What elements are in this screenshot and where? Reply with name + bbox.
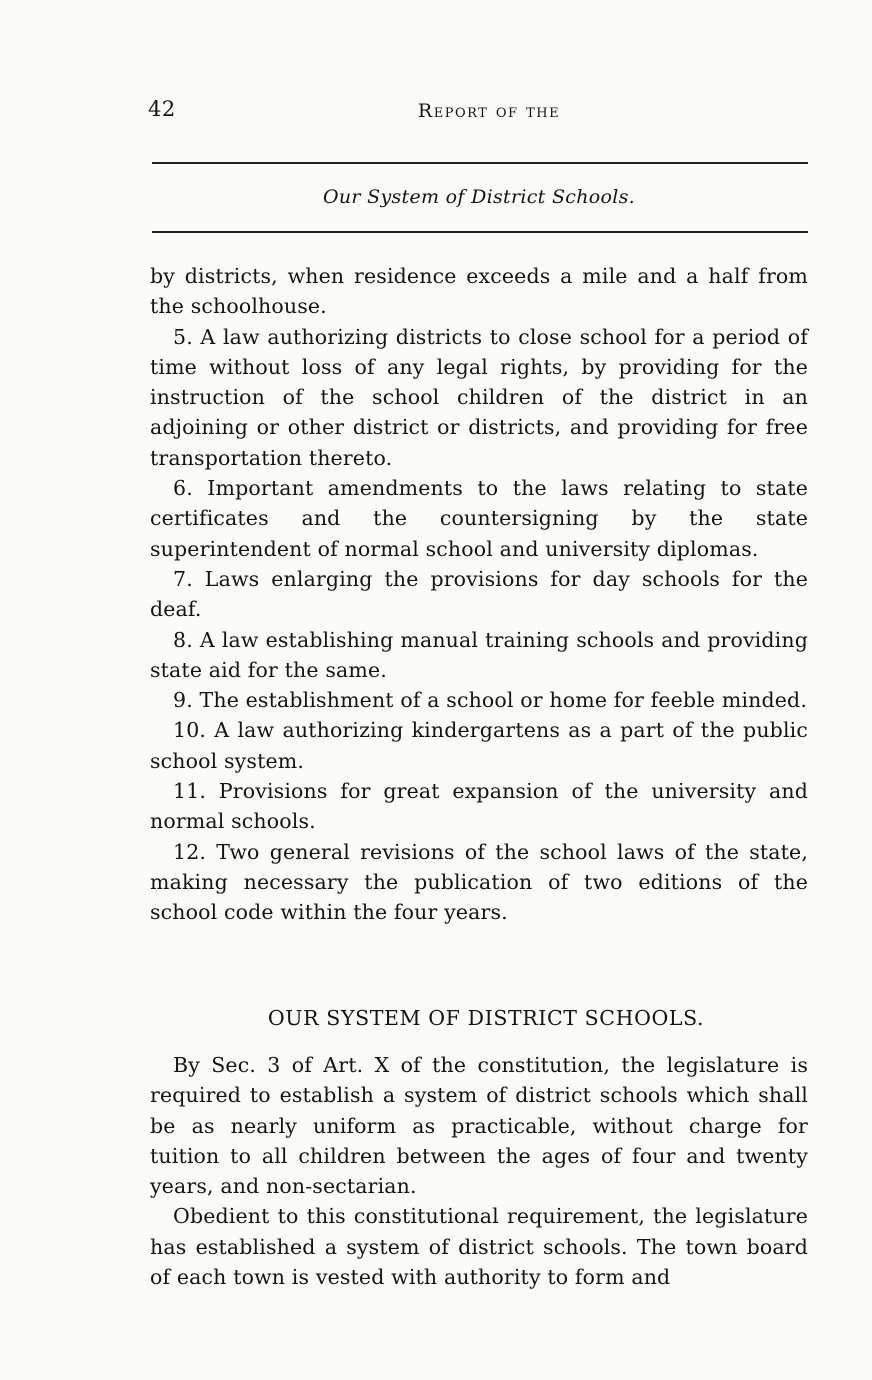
header-rule-top xyxy=(152,162,808,164)
paragraph-constitution: By Sec. 3 of Art. X of the constitution, the legislature is required to establish a system of district schools which shall be as nearly uniform as practicable, without charge for tuition to all children between the ages of four and twenty years, and non-sectarian. xyxy=(150,1053,808,1199)
list-item-7: 7. Laws enlarging the provisions for day schools for the deaf. xyxy=(150,566,808,622)
list-item-9: 9. The establishment of a school or home for feeble minded. xyxy=(173,688,807,713)
list-item-10: 10. A law authorizing kindergartens as a part of the public school system. xyxy=(150,718,808,773)
section-subtitle: Our System of District Schools. xyxy=(323,186,635,208)
list-item-6: 6. Important amendments to the laws relating to state certificates and the countersigning by the state superintendent of normal school and university diplomas. xyxy=(150,476,808,561)
list-item-8: 8. A law establishing manual training schools and providing state aid for the same. xyxy=(150,627,808,682)
page-header xyxy=(150,96,808,126)
section-heading: OUR SYSTEM OF DISTRICT SCHOOLS. xyxy=(267,1006,705,1030)
body-text-bottom xyxy=(150,1050,808,1292)
paragraph-continuation: by districts, when residence exceeds a mile and a half from the schoolhouse. xyxy=(150,264,808,319)
header-rule-bottom xyxy=(152,231,808,233)
body-text-top xyxy=(150,261,808,928)
list-item-5: 5. A law authorizing districts to close school for a period of time without loss of any legal rights, by providing for the instruction of the school children of the district in an adjoining or other district or districts, and providing for free transportation thereto. xyxy=(150,324,808,470)
book-page xyxy=(150,0,808,1380)
paragraph-obedient: Obedient to this constitutional requirement, the legislature has established a system of district schools. The town board of each town is vested with authority to form and xyxy=(150,1204,808,1290)
page-number: 42 xyxy=(148,97,176,121)
running-title: Report of the xyxy=(417,100,561,122)
list-item-12: 12. Two general revisions of the school laws of the state, making necessary the publication of two editions of the school code within the four years. xyxy=(150,839,808,925)
list-item-11: 11. Provisions for great expansion of the university and normal schools. xyxy=(150,779,808,834)
